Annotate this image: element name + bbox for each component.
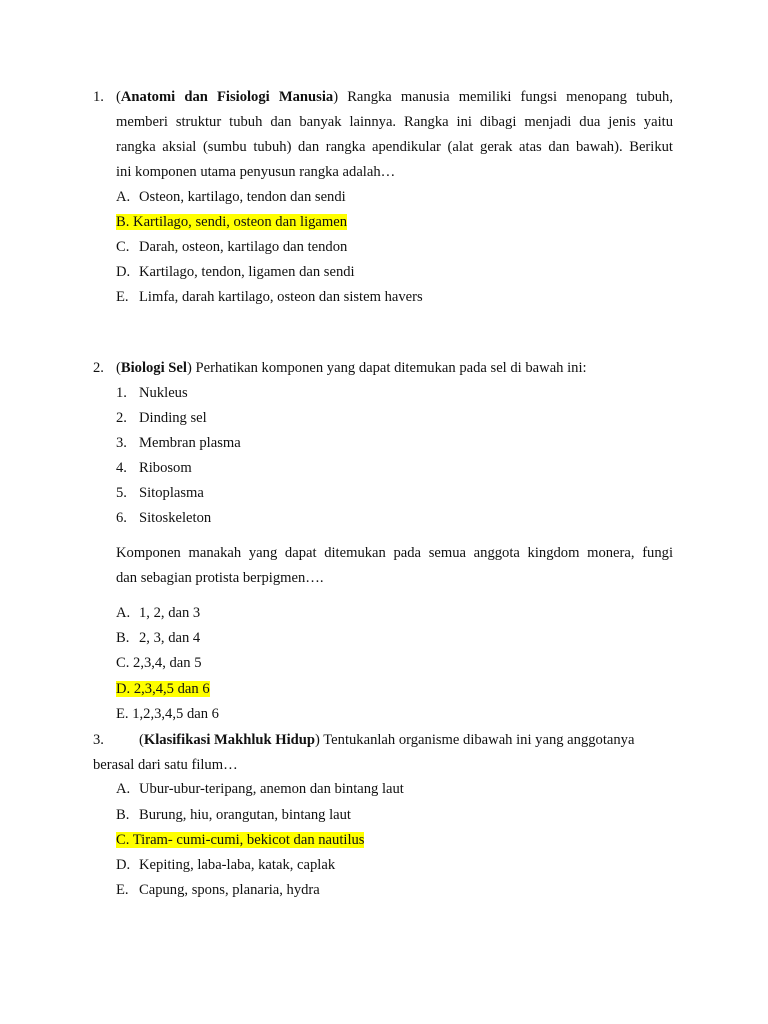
question-topic: Biologi Sel [120,360,187,376]
list-item: Ribosom [139,460,192,476]
question-stem-line: rangka aksial (sumbu tubuh) dan rangka apendikular (alat gerak atas dan bawah). Berikut [116,139,673,155]
list-number: 4. [116,460,127,476]
question-number: 3. [93,732,104,748]
option-text: Kepiting, laba-laba, katak, caplak [139,857,336,873]
question-topic: Anatomi dan Fisiologi Manusia [120,89,334,105]
option-text: Limfa, darah kartilago, osteon dan sistem havers [139,289,423,305]
list-item: Nukleus [139,385,188,401]
option-letter: A. [116,605,131,621]
option-letter: E. [116,289,129,305]
question-stem-line: berasal dari satu filum… [93,757,238,773]
option-answer-highlighted [116,831,364,849]
option-text: Capung, spons, planaria, hydra [139,882,320,898]
option-text: 1, 2, dan 3 [139,605,201,621]
option-letter: E. [116,882,129,898]
option-letter: D. [116,264,131,280]
answer-highlight: D. 2,3,4,5 dan 6 [116,681,210,697]
question-number: 2. [93,360,104,376]
option-text: Osteon, kartilago, tendon dan sendi [139,189,346,205]
answer-highlight: C. Tiram- cumi-cumi, bekicot dan nautilus [116,832,365,848]
option-text: Ubur-ubur-teripang, anemon dan bintang laut [139,781,404,797]
question-stem-line: memberi struktur tubuh dan banyak lainnya. Rangka ini dibagi menjadi dua jenis yaitu [116,114,673,130]
list-item: Dinding sel [139,410,207,426]
list-number: 2. [116,410,127,426]
option-answer-highlighted [116,213,347,231]
option-answer-highlighted [116,680,210,698]
option-text: Kartilago, tendon, ligamen dan sendi [139,264,355,280]
option-text: Darah, osteon, kartilago dan tendon [139,239,348,255]
list-item: Membran plasma [139,435,241,451]
question-stem-line: (Klasifikasi Makhluk Hidup) Tentukanlah organisme dibawah ini yang anggotanya [139,732,635,748]
list-number: 5. [116,485,127,501]
option-text: Burung, hiu, orangutan, bintang laut [139,807,351,823]
option-text: E. 1,2,3,4,5 dan 6 [116,706,219,722]
option-letter: B. [116,630,130,646]
list-number: 1. [116,385,127,401]
option-text: C. 2,3,4, dan 5 [116,655,202,671]
question-stem-line: ini komponen utama penyusun rangka adalah… [116,164,396,180]
question-prompt-line: dan sebagian protista berpigmen…. [116,570,324,586]
question-number: 1. [93,89,104,105]
question-topic: Klasifikasi Makhluk Hidup [143,732,316,748]
list-item: Sitoplasma [139,485,204,501]
question-stem-line: (Anatomi dan Fisiologi Manusia) Rangka manusia memiliki fungsi menopang tubuh, [116,89,673,105]
question-prompt-line: Komponen manakah yang dapat ditemukan pada semua anggota kingdom monera, fungi [116,545,673,561]
answer-highlight: B. Kartilago, sendi, osteon dan ligamen [116,214,348,230]
list-number: 3. [116,435,127,451]
option-letter: A. [116,189,131,205]
option-letter: C. [116,239,130,255]
option-letter: B. [116,807,130,823]
option-letter: D. [116,857,131,873]
list-item: Sitoskeleton [139,510,212,526]
list-number: 6. [116,510,127,526]
option-letter: A. [116,781,131,797]
option-text: 2, 3, dan 4 [139,630,201,646]
question-stem-line: (Biologi Sel) Perhatikan komponen yang dapat ditemukan pada sel di bawah ini: [116,360,587,376]
